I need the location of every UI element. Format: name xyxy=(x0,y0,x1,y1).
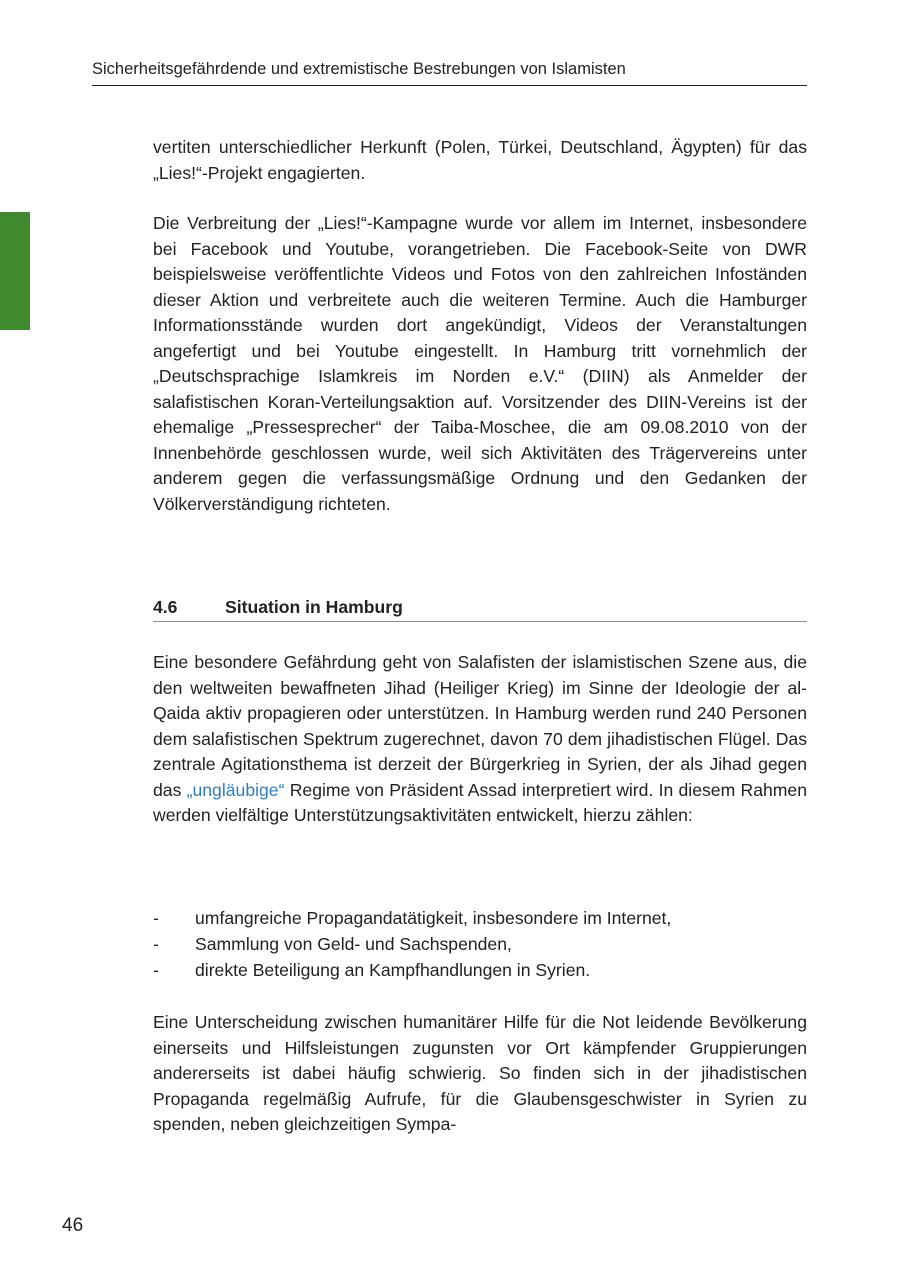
support-activities-list xyxy=(153,905,807,983)
list-item xyxy=(153,905,807,931)
paragraph-3-part-b: Regime von Präsident Assad interpretiert wird. In diesem Rahmen werden vielfältige Unterstützungsaktivitäten entwickelt, hierzu zählen: xyxy=(153,779,807,825)
running-header: Sicherheitsgefährdende und extremistische Bestrebungen von Islamisten xyxy=(92,60,807,86)
list-item-text: direkte Beteiligung an Kampfhandlungen in Syrien. xyxy=(195,960,591,980)
paragraph-2-text: Die Verbreitung der „Lies!“-Kampagne wurde vor allem im Internet, insbesondere bei Facebook und Youtube, vorangetrieben. Die Facebook-Seite von DWR beispielsweise veröffentlichte Videos und Fotos von den zahlreichen Infoständen dieser Aktion und verbreitete auch die weiteren Termine. Auch die Hamburger Informationsstände wurden dort angekündigt, Videos der Veranstaltungen angefertigt und bei Youtube eingestellt. In Hamburg tritt vornehmlich der „Deutschsprachige Islamkreis im Norden e.V.“ (DIIN) als Anmelder der salafistischen Koran-Verteilungsaktion auf. Vorsitzender des DIIN-Vereins ist der ehemalige „Pressesprecher“ der Taiba-Moschee, die am 09.08.2010 von der Innenbehörde geschlossen wurde, weil sich Aktivitäten des Trägervereins unter anderem gegen die verfassungsmäßige Ordnung und den Gedanken der Völkerverständigung richteten. xyxy=(153,213,807,514)
list-item xyxy=(153,931,807,957)
list-marker: - xyxy=(153,934,159,954)
paragraph-4-text: Eine Unterscheidung zwischen humanitärer Hilfe für die Not leidende Bevölkerung einerseits und Hilfsleistungen zugunsten vor Ort kämpfender Gruppierungen andererseits ist dabei häufig schwierig. So finden sich in der jihadistischen Propaganda regelmäßig Aufrufe, für die Glaubensgeschwister in Syrien zu spenden, neben gleichzeitigen Sympa- xyxy=(153,1012,807,1134)
paragraph-3-part-a: Eine besondere Gefährdung geht von Salafisten der islamistischen Szene aus, die den weltweiten bewaffneten Jihad (Heiliger Krieg) im Sinne der Ideologie der al-Qaida aktiv propagieren oder unterstützen. In Hamburg werden rund 240 Personen dem salafistischen Spektrum zugerechnet, davon 70 dem jihadistischen Flügel. Das zentrale Agitationsthema ist derzeit der Bürgerkrieg in Syrien, der als Jihad gegen das xyxy=(153,652,807,800)
list-item xyxy=(153,957,807,983)
paragraph-1 xyxy=(153,135,807,186)
paragraph-2 xyxy=(153,211,807,517)
paragraph-4 xyxy=(153,1010,807,1138)
section-number: 4.6 xyxy=(153,597,178,617)
highlighted-term: „ungläubige“ xyxy=(186,779,285,800)
list-item-text: Sammlung von Geld- und Sachspenden, xyxy=(195,934,512,954)
page-number: 46 xyxy=(62,1215,84,1236)
paragraph-3-text xyxy=(153,650,807,829)
paragraph-3 xyxy=(153,650,807,829)
paragraph-1-text: vertiten unterschiedlicher Herkunft (Polen, Türkei, Deutschland, Ägypten) für das „Lies!“-Projekt engagierten. xyxy=(153,137,807,183)
list-marker: - xyxy=(153,908,159,928)
section-title: Situation in Hamburg xyxy=(225,597,403,617)
list-marker: - xyxy=(153,960,159,980)
list-item-text: umfangreiche Propagandatätigkeit, insbesondere im Internet, xyxy=(195,908,672,928)
chapter-tab-marker xyxy=(0,212,30,330)
section-heading xyxy=(153,597,807,622)
